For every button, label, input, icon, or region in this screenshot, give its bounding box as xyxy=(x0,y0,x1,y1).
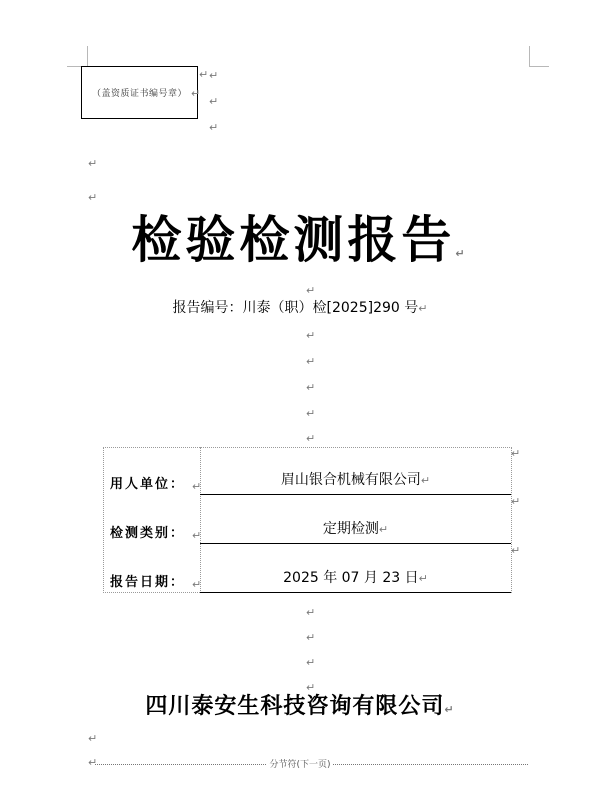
paragraph-mark: ↵ xyxy=(444,703,455,716)
paragraph-mark: ↵ xyxy=(192,480,202,493)
paragraph-mark: ↵ xyxy=(192,578,202,591)
paragraph-mark: ↵ xyxy=(378,523,389,536)
paragraph-mark: ↵ xyxy=(306,329,316,342)
section-break xyxy=(0,757,600,770)
paragraph-mark: ↵ xyxy=(88,157,98,170)
paragraph-mark: ↵ xyxy=(418,302,428,315)
report-date-label: 报告日期： xyxy=(110,575,186,590)
report-date-value-text: 2025 年 07 月 23 日 xyxy=(283,570,419,586)
paragraph-mark: ↵ xyxy=(511,544,521,557)
paragraph-mark: ↵ xyxy=(306,656,316,669)
company-name xyxy=(0,690,600,722)
crop-mark-right-horizontal xyxy=(529,66,549,67)
report-number-text: 报告编号：川泰（职）检[2025]290 号 xyxy=(172,300,419,316)
paragraph-mark: ↵ xyxy=(209,121,219,134)
paragraph-mark: ↵ xyxy=(306,407,316,420)
report-date-underline xyxy=(200,592,511,593)
test-type-underline xyxy=(200,543,511,544)
paragraph-mark: ↵ xyxy=(306,432,316,445)
employer-label: 用人单位： xyxy=(110,477,186,492)
test-type-label: 检测类别： xyxy=(110,526,186,541)
test-type-value-text: 定期检测 xyxy=(322,521,379,537)
paragraph-mark: ↵ xyxy=(88,732,98,745)
paragraph-mark: ↵ xyxy=(306,381,316,394)
paragraph-mark: ↵ xyxy=(420,474,431,487)
report-number xyxy=(0,298,600,318)
paragraph-mark: ↵ xyxy=(511,495,521,508)
crop-mark-right-vertical xyxy=(529,46,530,66)
employer-value-text: 眉山银合机械有限公司 xyxy=(280,472,421,488)
paragraph-mark: ↵ xyxy=(209,69,219,82)
stamp-placeholder-text: （盖资质证书编号章） xyxy=(91,89,187,99)
company-name-text: 四川泰安生科技咨询有限公司 xyxy=(145,693,445,719)
paragraph-mark: ↵ xyxy=(209,95,219,108)
paragraph-mark: ↵ xyxy=(511,447,521,460)
paragraph-mark: ↵ xyxy=(306,631,316,644)
section-break-label: 分节符(下一页) xyxy=(269,760,331,770)
report-date-value xyxy=(200,568,511,588)
paragraph-mark: ↵ xyxy=(88,191,98,204)
stamp-placeholder-box xyxy=(81,66,201,119)
paragraph-mark: ↵ xyxy=(199,68,209,81)
paragraph-mark: ↵ xyxy=(192,529,202,542)
paragraph-mark: ↵ xyxy=(418,572,428,585)
employer-underline xyxy=(200,494,511,495)
crop-mark-left-vertical xyxy=(87,46,88,66)
paragraph-mark: ↵ xyxy=(306,355,316,368)
paragraph-mark: ↵ xyxy=(455,247,469,260)
document-title xyxy=(0,205,600,275)
paragraph-mark: ↵ xyxy=(306,681,316,694)
paragraph-mark: ↵ xyxy=(306,606,316,619)
document-title-text: 检验检测报告 xyxy=(131,210,456,269)
paragraph-mark: ↵ xyxy=(191,87,201,100)
employer-value xyxy=(200,470,511,490)
paragraph-mark: ↵ xyxy=(88,756,98,769)
paragraph-mark: ↵ xyxy=(306,284,316,297)
test-type-value xyxy=(200,519,511,539)
